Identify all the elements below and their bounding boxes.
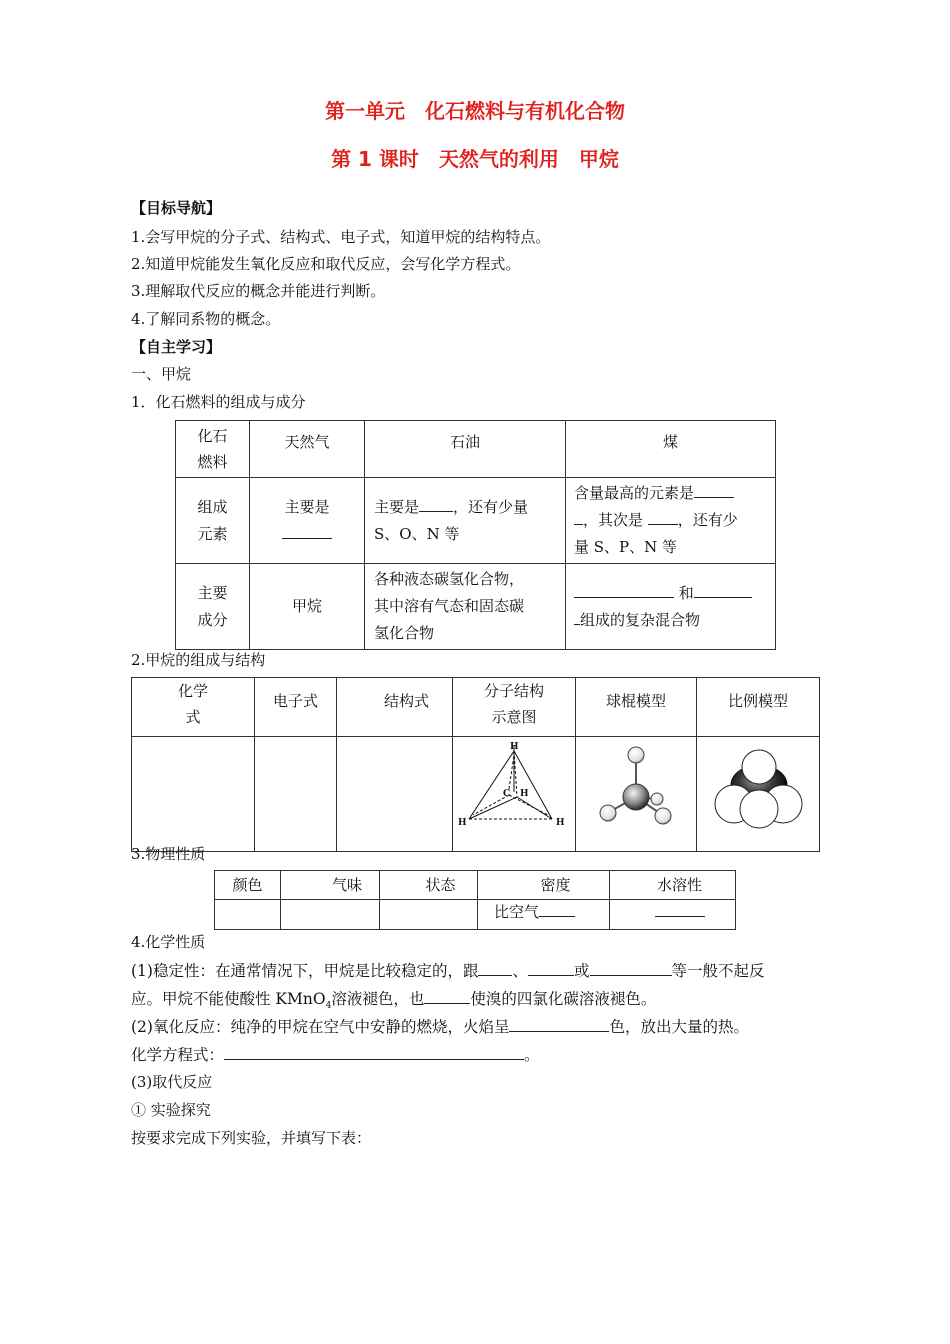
sub-heading-physical-properties: 3.物理性质 [131, 845, 206, 863]
structural-formula-header: 结构式 [337, 678, 453, 737]
substitution-heading: (3)取代反应 [131, 1073, 213, 1091]
density-blank[interactable] [539, 900, 575, 917]
density-prefix: 比空气 [494, 903, 540, 921]
coal-composition-text: 含量最高的元素是 [574, 484, 695, 502]
coal-main-element-blank[interactable] [694, 481, 734, 498]
natural-gas-header: 天然气 [250, 421, 365, 478]
hydrogen-sphere [742, 750, 776, 784]
coal-composition-cell [566, 478, 776, 564]
c-atom-label: C [503, 789, 511, 799]
color-header: 颜色 [215, 871, 281, 900]
unit-title: 第一单元 化石燃料与有机化合物 [325, 99, 625, 123]
solubility-header: 水溶性 [610, 871, 736, 900]
space-filling-header: 比例模型 [697, 678, 820, 737]
structural-formula-answer-cell[interactable] [337, 737, 453, 852]
formula-answer-cell[interactable] [132, 737, 255, 852]
coal-header: 煤 [566, 421, 776, 478]
carbon-ball [623, 784, 649, 810]
hydrogen-ball [655, 808, 671, 824]
electron-formula-answer-cell[interactable] [255, 737, 337, 852]
petroleum-header: 石油 [365, 421, 566, 478]
gas-component-cell: 甲烷 [250, 564, 365, 650]
stability-separator: 、 [512, 962, 528, 980]
oxidation-line [131, 1015, 749, 1037]
lesson-title: 第 1 课时 天然气的利用 甲烷 [331, 147, 619, 171]
h-atom-label: H [458, 818, 467, 828]
equation-end: 。 [524, 1046, 540, 1064]
fossil-fuel-table [175, 420, 776, 650]
hydrogen-ball [651, 793, 663, 805]
state-answer-cell[interactable] [380, 900, 478, 930]
sub-heading-fossil-fuels: 1．化石燃料的组成与成分 [131, 393, 306, 411]
h-atom-label: H [510, 742, 519, 752]
hydrogen-sphere [740, 790, 778, 828]
electron-formula-header: 电子式 [255, 678, 337, 737]
stability-text-2: 等一般不起反 [671, 962, 765, 980]
goal-item-1: 1.会写甲烷的分子式、结构式、电子式，知道甲烷的结构特点。 [131, 228, 551, 246]
goal-item-4: 4.了解同系物的概念。 [131, 310, 281, 328]
oil-composition-cell [365, 478, 566, 564]
methane-structure-table [131, 677, 820, 852]
odor-header: 气味 [281, 871, 380, 900]
coal-component-text: 组成的复杂混合物 [580, 610, 701, 629]
h-atom-label: H [556, 818, 565, 828]
coal-component-and: 和 [678, 583, 694, 602]
stability-line-1 [131, 959, 765, 981]
main-component-label: 主要 成分 [176, 564, 250, 650]
gas-element-blank[interactable] [282, 522, 332, 539]
coal-component-blank-2[interactable] [694, 581, 752, 598]
density-header: 密度 [478, 871, 610, 900]
space-filling-model-cell [697, 737, 820, 852]
equation-blank[interactable] [224, 1043, 524, 1060]
stability-blank-2[interactable] [528, 959, 574, 976]
color-answer-cell[interactable] [215, 900, 281, 930]
coal-main-element-blank-2[interactable] [574, 508, 583, 525]
equation-line [131, 1043, 540, 1065]
oxidation-text: (2)氧化反应：纯净的甲烷在空气中安静的燃烧，火焰呈 [131, 1018, 510, 1036]
composition-label: 组成 元素 [176, 478, 250, 564]
coal-composition-text-2: ，其次是 [583, 511, 644, 529]
stability-text: (1)稳定性：在通常情况下，甲烷是比较稳定的，跟 [131, 962, 479, 980]
goals-heading: 【目标导航】 [131, 199, 222, 217]
study-heading: 【自主学习】 [131, 338, 222, 356]
section-methane: 一、甲烷 [131, 365, 192, 383]
sub-heading-methane-structure: 2.甲烷的组成与结构 [131, 651, 266, 669]
tetrahedron-diagram-cell [453, 737, 576, 852]
stability-blank-3[interactable] [590, 959, 672, 976]
hydrogen-ball [600, 805, 616, 821]
physical-properties-table [214, 870, 736, 930]
stability-blank-1[interactable] [478, 959, 512, 976]
sub-heading-chemical-properties: 4.化学性质 [131, 933, 206, 951]
formula-header: 化学 式 [132, 678, 255, 737]
h-atom-label: H [520, 789, 529, 799]
kmno4-text-2: 溶液褪色，也 [331, 990, 425, 1008]
odor-answer-cell[interactable] [281, 900, 380, 930]
stability-or: 或 [573, 962, 590, 980]
equation-label: 化学方程式： [131, 1046, 225, 1064]
coal-component-cell [566, 564, 776, 650]
goal-item-2: 2.知道甲烷能发生氧化反应和取代反应，会写化学方程式。 [131, 255, 521, 273]
ball-stick-model-cell [576, 737, 697, 852]
tetrahedron-diagram [453, 737, 576, 842]
gas-composition-cell [250, 478, 365, 564]
oil-composition-text-2: ，还有少量 [453, 497, 529, 516]
stability-line-2 [131, 987, 656, 1011]
solubility-answer-cell [610, 900, 736, 930]
oil-composition-text-3: S、O、N 等 [374, 524, 460, 543]
coal-composition-text-3: ，还有少 [677, 511, 738, 529]
flame-color-blank[interactable] [509, 1015, 609, 1032]
oxidation-text-2: 色，放出大量的热。 [609, 1018, 749, 1036]
oil-element-blank[interactable] [419, 495, 453, 512]
bromine-blank[interactable] [424, 987, 470, 1004]
experiment-instruction: 按要求完成下列实验，并填写下表： [131, 1129, 372, 1147]
coal-composition-text-4: 量 S、P、N 等 [574, 538, 678, 556]
experiment-heading: ① 实验探究 [131, 1101, 211, 1119]
ball-stick-model [576, 737, 697, 842]
kmno4-subscript: 4 [325, 1001, 332, 1012]
gas-composition-text: 主要是 [284, 497, 330, 516]
ball-stick-header: 球棍模型 [576, 678, 697, 737]
space-filling-model [697, 737, 820, 842]
fuel-header: 化石 燃料 [176, 421, 250, 478]
density-answer-cell [478, 900, 610, 930]
goal-item-3: 3.理解取代反应的概念并能进行判断。 [131, 282, 386, 300]
hydrogen-ball [628, 747, 644, 763]
state-header: 状态 [380, 871, 478, 900]
structure-diagram-header: 分子结构 示意图 [453, 678, 576, 737]
coal-second-element-blank[interactable] [648, 508, 678, 525]
solubility-blank[interactable] [655, 900, 705, 917]
coal-component-blank-1[interactable] [574, 581, 674, 598]
kmno4-text: 应。甲烷不能使酸性 KMnO [131, 990, 326, 1008]
oil-component-cell: 各种液态碳氢化合物， 其中溶有气态和固态碳 氢化合物 [365, 564, 566, 650]
bromine-text: 使溴的四氯化碳溶液褪色。 [470, 990, 657, 1008]
oil-composition-text: 主要是 [374, 497, 420, 516]
